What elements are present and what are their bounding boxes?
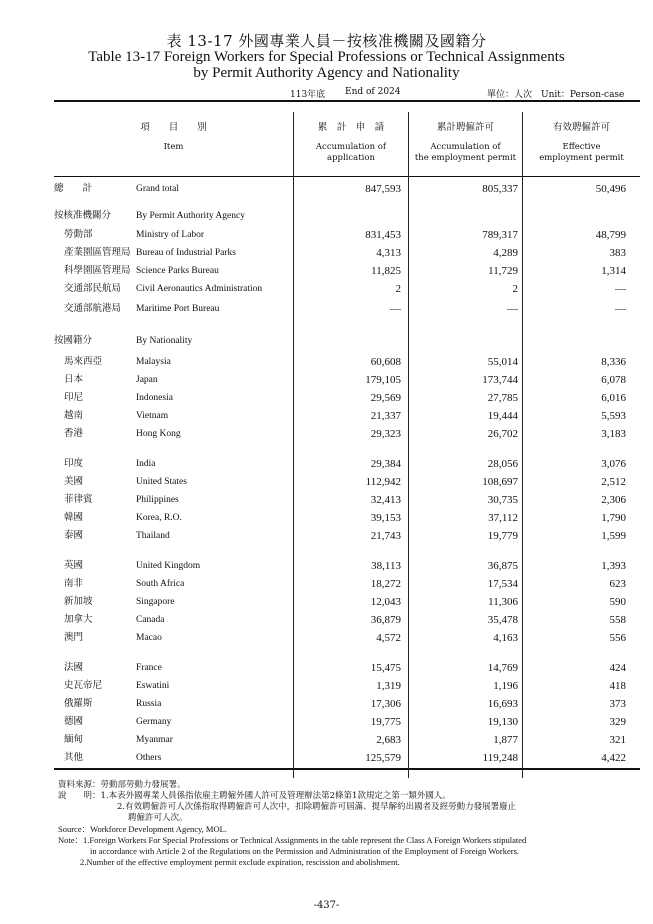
header-c3-en2: employment permit [539, 153, 624, 163]
header-c2-en1: Accumulation of [430, 142, 501, 152]
row-label-en: Others [136, 753, 162, 763]
value-accum-application: 32,413 [370, 494, 401, 506]
row-label-en: Korea, R.O. [136, 513, 182, 523]
note-en-1a: Note：1.Foreign Workers For Special Professions or Technical Assignments in the table represent the Class A Foreign Workers stipulated [58, 835, 527, 845]
value-accum-application: 19,775 [370, 716, 401, 728]
table-row [54, 455, 640, 473]
header-c2-en2: the employment permit [414, 153, 517, 163]
row-label-en: Grand total [136, 184, 180, 194]
value-accum-application: 831,453 [365, 229, 401, 241]
value-accum-application: 179,105 [365, 374, 401, 386]
row-label-zh: 澳門 [64, 632, 84, 643]
value-effective-permit: 321 [609, 734, 626, 746]
row-label-en: United Kingdom [136, 561, 201, 571]
value-accum-application: 17,306 [370, 698, 401, 710]
value-accum-application: 21,337 [370, 410, 401, 422]
value-accum-permit: 4,289 [493, 247, 518, 259]
value-accum-application: 21,743 [370, 530, 401, 542]
value-accum-permit: 108,697 [482, 476, 518, 488]
row-label-zh: 總 計 [54, 183, 93, 194]
value-accum-application: 847,593 [365, 183, 401, 195]
row-label-zh: 交通部民航局 [64, 283, 122, 294]
note-zh-2a: 2.有效聘僱許可人次係指取得聘僱許可人次中，扣除聘僱許可屆滿、提早解約出國者及經勞動力發展署廢止 [117, 802, 517, 812]
value-accum-permit: 173,744 [482, 374, 518, 386]
row-label-zh: 新加坡 [64, 596, 93, 607]
table-row [54, 593, 640, 611]
table-row [54, 491, 640, 509]
value-accum-application: 12,043 [370, 596, 401, 608]
value-accum-permit: 11,729 [488, 265, 518, 277]
value-effective-permit: 3,183 [601, 428, 626, 440]
value-effective-permit: 50,496 [595, 183, 626, 195]
table-row [54, 389, 640, 407]
row-label-zh: 日本 [64, 374, 84, 385]
value-effective-permit: 623 [609, 578, 626, 590]
unit-label: 單位：人次 Unit：Person-case [487, 90, 625, 100]
value-accum-application: 1,319 [376, 680, 401, 692]
value-accum-application: 2 [395, 283, 401, 295]
value-accum-application: 60,608 [370, 356, 401, 368]
value-accum-application: 29,569 [370, 392, 401, 404]
note-zh-2b: 聘僱許可人次。 [128, 813, 188, 823]
value-accum-permit: 19,444 [487, 410, 518, 422]
value-accum-permit: 55,014 [487, 356, 518, 368]
row-label-zh: 科學園區管理局 [64, 265, 131, 276]
table-row [54, 509, 640, 527]
value-effective-permit: 1,393 [601, 560, 626, 572]
row-label-en: Thailand [136, 531, 170, 541]
table-row [54, 226, 640, 244]
row-label-en: Russia [136, 699, 162, 709]
row-label-zh: 印尼 [64, 392, 84, 403]
value-effective-permit: 4,422 [601, 752, 626, 764]
value-accum-application: 29,384 [370, 458, 401, 470]
value-accum-permit: 27,785 [487, 392, 518, 404]
page-title-zh: 表 13-17 外國專業人員－按核准機關及國籍分 [166, 32, 487, 50]
value-accum-application: ― [390, 303, 401, 315]
page-title-en-line2: by Permit Authority Agency and Nationality [193, 65, 460, 81]
footnotes [58, 780, 648, 868]
page-title-en-line1: Table 13-17 Foreign Workers for Special Professions or Technical Assignments [88, 49, 565, 65]
table-row [54, 713, 640, 731]
header-effective-permit [523, 122, 640, 164]
table-top-rule [54, 100, 640, 102]
row-label-en: Vietnam [136, 411, 169, 421]
header-accumulated-application [294, 122, 408, 164]
value-accum-application: 18,272 [370, 578, 401, 590]
value-effective-permit: 424 [609, 662, 626, 674]
value-effective-permit: 1,790 [601, 512, 626, 524]
row-label-zh: 韓國 [64, 512, 84, 523]
row-label-en: Malaysia [136, 357, 171, 367]
row-label-zh: 泰國 [64, 530, 84, 541]
value-effective-permit: 6,078 [601, 374, 626, 386]
value-accum-permit: 14,769 [487, 662, 518, 674]
value-accum-application: 11,825 [371, 265, 401, 277]
value-accum-application: 39,153 [370, 512, 401, 524]
value-accum-application: 29,323 [370, 428, 401, 440]
value-effective-permit: 590 [609, 596, 626, 608]
row-label-en: Philippines [136, 495, 179, 505]
header-accumulated-permit [409, 122, 522, 164]
value-accum-application: 15,475 [370, 662, 401, 674]
source-zh: 資料來源：勞動部勞動力發展署。 [58, 780, 186, 790]
value-accum-permit: ― [507, 303, 518, 315]
row-label-zh: 德國 [64, 716, 84, 727]
value-accum-permit: 1,196 [493, 680, 518, 692]
value-effective-permit: 329 [609, 716, 626, 728]
value-accum-application: 125,579 [365, 752, 401, 764]
table-row [54, 575, 640, 593]
value-effective-permit: 2,512 [601, 476, 626, 488]
table-row [54, 677, 640, 695]
value-effective-permit: 48,799 [595, 229, 626, 241]
table-row [54, 557, 640, 575]
row-label-zh: 緬甸 [64, 734, 84, 745]
period-en: End of 2024 [345, 87, 401, 97]
table-row [54, 180, 640, 198]
row-label-en: Japan [136, 375, 158, 385]
table-row [54, 280, 640, 298]
value-accum-permit: 805,337 [482, 183, 518, 195]
row-label-en: Macao [136, 633, 162, 643]
table-row [54, 407, 640, 425]
value-accum-permit: 17,534 [487, 578, 518, 590]
value-accum-permit: 2 [512, 283, 518, 295]
table-row [54, 629, 640, 647]
row-label-en: Bureau of Industrial Parks [136, 248, 236, 258]
header-item-en: Item [163, 142, 184, 152]
header-c3-zh: 有效聘僱許可 [552, 122, 610, 133]
row-label-en: India [136, 459, 156, 469]
row-label-zh: 英國 [64, 560, 84, 571]
value-effective-permit: 8,336 [601, 356, 626, 368]
row-label-zh: 其他 [64, 752, 84, 763]
value-effective-permit: 6,016 [601, 392, 626, 404]
row-label-en: Science Parks Bureau [136, 266, 219, 276]
table-row [54, 425, 640, 443]
row-label-en: Hong Kong [136, 429, 181, 439]
table-row [54, 244, 640, 262]
note-en-2: 2.Number of the effective employment permit exclude expiration, rescission and abolishment. [80, 857, 400, 867]
table-row [54, 695, 640, 713]
value-accum-permit: 11,306 [488, 596, 518, 608]
table-row [54, 262, 640, 280]
row-label-zh: 南非 [64, 578, 84, 589]
value-accum-application: 2,683 [376, 734, 401, 746]
row-label-zh: 美國 [64, 476, 84, 487]
table-row [54, 731, 640, 749]
row-label-en: Eswatini [136, 681, 170, 691]
row-label-en: Singapore [136, 597, 175, 607]
row-label-zh: 法國 [64, 662, 84, 673]
row-label-zh: 加拿大 [64, 614, 93, 625]
value-effective-permit: 383 [609, 247, 626, 259]
row-label-zh: 按核准機關分 [54, 210, 112, 221]
row-label-zh: 交通部航港局 [64, 303, 122, 314]
table-row [54, 332, 640, 350]
header-bottom-rule [54, 176, 640, 177]
value-effective-permit: 2,306 [601, 494, 626, 506]
header-c2-zh: 累計聘僱許可 [436, 122, 494, 133]
value-accum-permit: 119,248 [482, 752, 518, 764]
value-accum-permit: 4,163 [493, 632, 518, 644]
value-effective-permit: 3,076 [601, 458, 626, 470]
table-bottom-rule [54, 768, 640, 770]
note-zh-1: 說 明：1.本表外國專業人員係指依雇主聘僱外國人許可及管理辦法第2條第1款規定之第一類外國人。 [58, 791, 451, 801]
value-accum-application: 112,942 [365, 476, 401, 488]
row-label-en: France [136, 663, 162, 673]
value-effective-permit: 1,599 [601, 530, 626, 542]
row-label-en: South Africa [136, 579, 185, 589]
table-row [54, 353, 640, 371]
source-en: Source：Workforce Development Agency, MOL. [58, 824, 227, 834]
period-zh: 113年底 [290, 90, 326, 100]
row-label-zh: 俄羅斯 [64, 698, 93, 709]
row-label-zh: 勞動部 [64, 229, 93, 240]
value-effective-permit: ― [615, 283, 626, 295]
row-label-en: By Permit Authority Agency [136, 211, 245, 221]
value-accum-permit: 30,735 [487, 494, 518, 506]
value-accum-permit: 36,875 [487, 560, 518, 572]
value-effective-permit: 373 [609, 698, 626, 710]
value-accum-permit: 19,779 [487, 530, 518, 542]
row-label-en: By Nationality [136, 336, 193, 346]
value-accum-permit: 28,056 [487, 458, 518, 470]
value-accum-application: 36,879 [370, 614, 401, 626]
table-row [54, 473, 640, 491]
table-row [54, 749, 640, 767]
note-en-1b: in accordance with Article 2 of the Regulations on the Permission and Administration of the Employment of Foreign Workers. [90, 846, 520, 856]
row-label-zh: 越南 [64, 410, 84, 421]
value-effective-permit: ― [615, 303, 626, 315]
table-row [54, 300, 640, 318]
header-c3-en1: Effective [562, 142, 601, 152]
row-label-zh: 菲律賓 [64, 494, 93, 505]
row-label-en: Indonesia [136, 393, 173, 403]
value-accum-application: 38,113 [371, 560, 401, 572]
value-effective-permit: 556 [609, 632, 626, 644]
value-accum-permit: 16,693 [487, 698, 518, 710]
page-number: -437- [313, 900, 340, 911]
row-label-zh: 馬來西亞 [64, 356, 103, 367]
row-label-zh: 印度 [64, 458, 84, 469]
row-label-en: Canada [136, 615, 165, 625]
row-label-zh: 按國籍分 [54, 335, 93, 346]
row-label-zh: 香港 [64, 428, 84, 439]
row-label-en: Civil Aeronautics Administration [136, 284, 263, 294]
table-row [54, 527, 640, 545]
value-effective-permit: 418 [609, 680, 626, 692]
header-c1-en1: Accumulation of [315, 142, 387, 152]
header-item [54, 122, 293, 153]
value-accum-permit: 26,702 [487, 428, 518, 440]
value-effective-permit: 5,593 [601, 410, 626, 422]
table-row [54, 207, 640, 225]
value-accum-application: 4,572 [376, 632, 401, 644]
value-accum-permit: 789,317 [482, 229, 518, 241]
table-row [54, 611, 640, 629]
header-c1-zh: 累 計 申 請 [317, 122, 385, 133]
value-effective-permit: 1,314 [601, 265, 626, 277]
row-label-en: Ministry of Labor [136, 230, 205, 240]
row-label-en: United States [136, 477, 187, 487]
value-accum-permit: 35,478 [487, 614, 518, 626]
value-effective-permit: 558 [609, 614, 626, 626]
value-accum-permit: 37,112 [488, 512, 518, 524]
row-label-zh: 產業園區管理局 [64, 247, 131, 258]
row-label-en: Maritime Port Bureau [136, 304, 220, 314]
row-label-en: Myanmar [136, 735, 173, 745]
header-item-zh: 項 目 別 [140, 122, 207, 133]
table-row [54, 659, 640, 677]
table-row [54, 371, 640, 389]
row-label-en: Germany [136, 717, 172, 727]
header-c1-en2: application [327, 153, 375, 163]
value-accum-permit: 1,877 [493, 734, 518, 746]
value-accum-application: 4,313 [376, 247, 401, 259]
row-label-zh: 史瓦帝尼 [64, 680, 103, 691]
value-accum-permit: 19,130 [487, 716, 518, 728]
